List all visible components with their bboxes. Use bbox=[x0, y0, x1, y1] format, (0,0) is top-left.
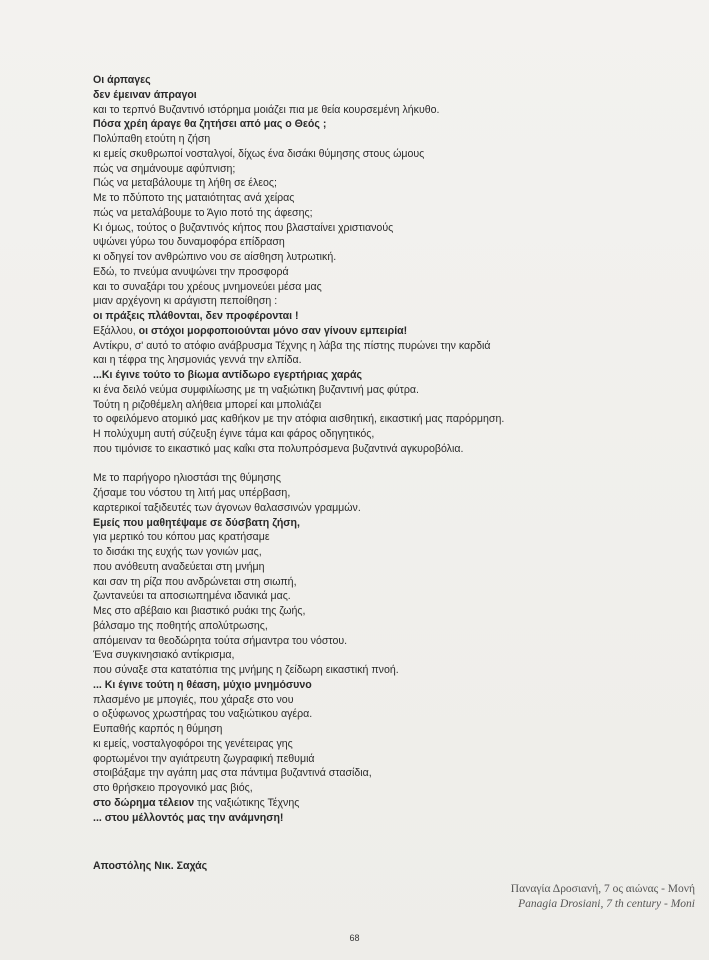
poem-line: ο οξύφωνος χρωστήρας του ναξιώτικου αγέρα. bbox=[93, 708, 313, 721]
poem-line: και το τερπνό Βυζαντινό ιστόρημα μοιάζει πια με θεία κουρσεμένη λήκυθο. bbox=[93, 103, 440, 116]
poem-line: το δισάκι της ευχής των γονιών μας, bbox=[93, 546, 262, 558]
poem-line: Κι όμως, τούτος ο βυζαντινός κήπος που βλασταίνει χριστιανούς bbox=[93, 221, 394, 234]
poem-line: που ανόθευτη αναδεύεται στη μνήμη bbox=[93, 560, 265, 573]
poem-line: πώς να σημάνουμε αφύπνιση; bbox=[93, 162, 236, 175]
poem-line: ... Κι έγινε τούτη η θέαση, μύχιο μνημόσυνο bbox=[93, 678, 312, 691]
poem-line: στοιβάξαμε την αγάπη μας στα πάντιμα βυζαντινά στασίδια, bbox=[93, 767, 372, 780]
poem-line-plain-part: Εξάλλου, bbox=[93, 324, 139, 337]
poem-line: Ευπαθής καρπός η θύμηση bbox=[93, 723, 223, 735]
poem-line: και η τέφρα της λησμονιάς γεννά την ελπίδα. bbox=[93, 354, 302, 367]
poem-line: ζωντανεύει τα αποσιωπημένα ιδανικά μας. bbox=[93, 590, 291, 603]
poem-line: ζήσαμε του νόστου τη λιτή μας υπέρβαση, bbox=[93, 487, 291, 499]
poem-line: και σαν τη ρίζα που ανδρώνεται στη σιωπή, bbox=[93, 575, 297, 588]
poem-line: Ένα συγκινησιακό αντίκρισμα, bbox=[93, 649, 235, 662]
image-caption bbox=[511, 882, 695, 912]
poem-line: οι πράξεις πλάθονται, δεν προφέρονται ! bbox=[93, 310, 299, 322]
poem-line-mixed bbox=[93, 324, 653, 339]
poem-line-plain-part: της ναξιώτικης Τέχνης bbox=[194, 796, 300, 809]
poem-line: Πολύπαθη ετούτη η ζήση bbox=[93, 133, 211, 145]
poem-line: κι εμείς σκυθρωποί νοσταλγοί, δίχως ένα δισάκι θύμησης στους ώμους bbox=[93, 147, 425, 160]
poem-line: ...Κι έγινε τούτο το βίωμα αντίδωρο εγερτήριας χαράς bbox=[93, 369, 362, 381]
poem-stanza-2 bbox=[93, 471, 653, 825]
poem-line: δεν έμειναν άπραγοι bbox=[93, 88, 197, 101]
poem-line-mixed bbox=[93, 796, 653, 811]
poem-line: Τούτη η ριζοθέμελη αλήθεια μπορεί και μπολιάζει bbox=[93, 398, 322, 411]
poem-line: Εμείς που μαθητέψαμε σε δύσβατη ζήση, bbox=[93, 516, 300, 529]
poem-body bbox=[93, 73, 653, 825]
poem-line: Πώς να μεταβάλουμε τη λήθη σε έλεος; bbox=[93, 177, 277, 190]
poem-line: καρτερικοί ταξιδευτές των άγονων θαλασσινών γραμμών. bbox=[93, 501, 361, 514]
poem-line: που σύναξε στα κατατόπια της μνήμης η ζείδωρη εικαστική πνοή. bbox=[93, 664, 399, 676]
stanza-divider bbox=[93, 457, 653, 472]
poem-line: πλασμένο με μπογιές, που χάραξε στο νου bbox=[93, 693, 294, 706]
poem-line: κι ένα δειλό νεύμα συμφιλίωσης με τη ναξιώτικη βυζαντινή μας φύτρα. bbox=[93, 383, 419, 396]
poem-line: το οφειλόμενο ατομικό μας καθήκον με την ατόφια αισθητική, εικαστική μας παρόρμηση. bbox=[93, 413, 505, 426]
poem-line: Μες στο αβέβαιο και βιαστικό ρυάκι της ζωής, bbox=[93, 605, 306, 617]
poem-line-bold-part: οι στόχοι μορφοποιούνται μόνο σαν γίνουν εμπειρία! bbox=[138, 324, 408, 337]
poem-line: Με το παρήγορο ηλιοστάσι της θύμησης bbox=[93, 472, 281, 485]
poem-line: κι εμείς, νοσταλγοφόροι της γενέτειρας γης bbox=[93, 737, 293, 750]
poem-line: ... στου μέλλοντός μας την ανάμνηση! bbox=[93, 811, 284, 824]
poem-line: Η πολύχυμη αυτή σύζευξη έγινε τάμα και φάρος οδηγητικός, bbox=[93, 428, 375, 440]
poem-line: Οι άρπαγες bbox=[93, 74, 151, 86]
poem-line: για μερτικό του κόπου μας κρατήσαμε bbox=[93, 531, 270, 544]
poem-line: στο θρήσκειο προγονικό μας βιός, bbox=[93, 782, 253, 794]
page-number: 68 bbox=[349, 933, 360, 943]
poem-line: πώς να μεταλάβουμε το Άγιο ποτό της άφεσης; bbox=[93, 206, 313, 219]
poem-line: που τιμόνισε το εικαστικό μας καΐκι στα πολυπρόσμενα βυζαντινά αγκυροβόλια. bbox=[93, 442, 464, 455]
poem-line: απόμειναν τα θεοδώρητα τούτα σήμαντρα του νόστου. bbox=[93, 634, 348, 647]
poem-line: κι οδηγεί τον ανθρώπινο νου σε αίσθηση λυτρωτική. bbox=[93, 251, 337, 263]
author-signature: Αποστόλης Νικ. Σαχάς bbox=[93, 860, 208, 872]
poem-line: μιαν αρχέγονη κι αράγιστη πεποίθηση : bbox=[93, 295, 278, 308]
poem-line-bold-part: στο δώρημα τέλειον bbox=[93, 796, 195, 809]
poem-line: Πόσα χρέη άραγε θα ζητήσει από μας ο Θεός ; bbox=[93, 118, 327, 131]
poem-stanza-1 bbox=[93, 73, 653, 457]
caption-greek: Παναγία Δροσιανή, 7 ος αιώνας - Μονή bbox=[510, 883, 695, 895]
poem-line: βάλσαμο της ποθητής απολύτρωσης, bbox=[93, 619, 268, 632]
poem-line: υψώνει γύρω του δυναμοφόρα επίδραση bbox=[93, 236, 285, 249]
poem-line: Με το πδύποτο της ματαιότητας ανά χείρας bbox=[93, 192, 295, 204]
poem-line: και το συναξάρι του χρέους μνημονεύει μέσα μας bbox=[93, 280, 322, 293]
poem-line: Αντίκρυ, σ' αυτό το ατόφιο ανάβρυσμα Τέχνης η λάβα της πίστης πυρώνει την καρδιά bbox=[93, 339, 491, 352]
poem-line: Εδώ, το πνεύμα ανυψώνει την προσφορά bbox=[93, 265, 289, 278]
caption-english: Panagia Drosiani, 7 th century - Moni bbox=[518, 898, 695, 910]
poem-line: φορτωμένοι την αγιάτρευτη ζωγραφική πεθυμιά bbox=[93, 752, 315, 765]
